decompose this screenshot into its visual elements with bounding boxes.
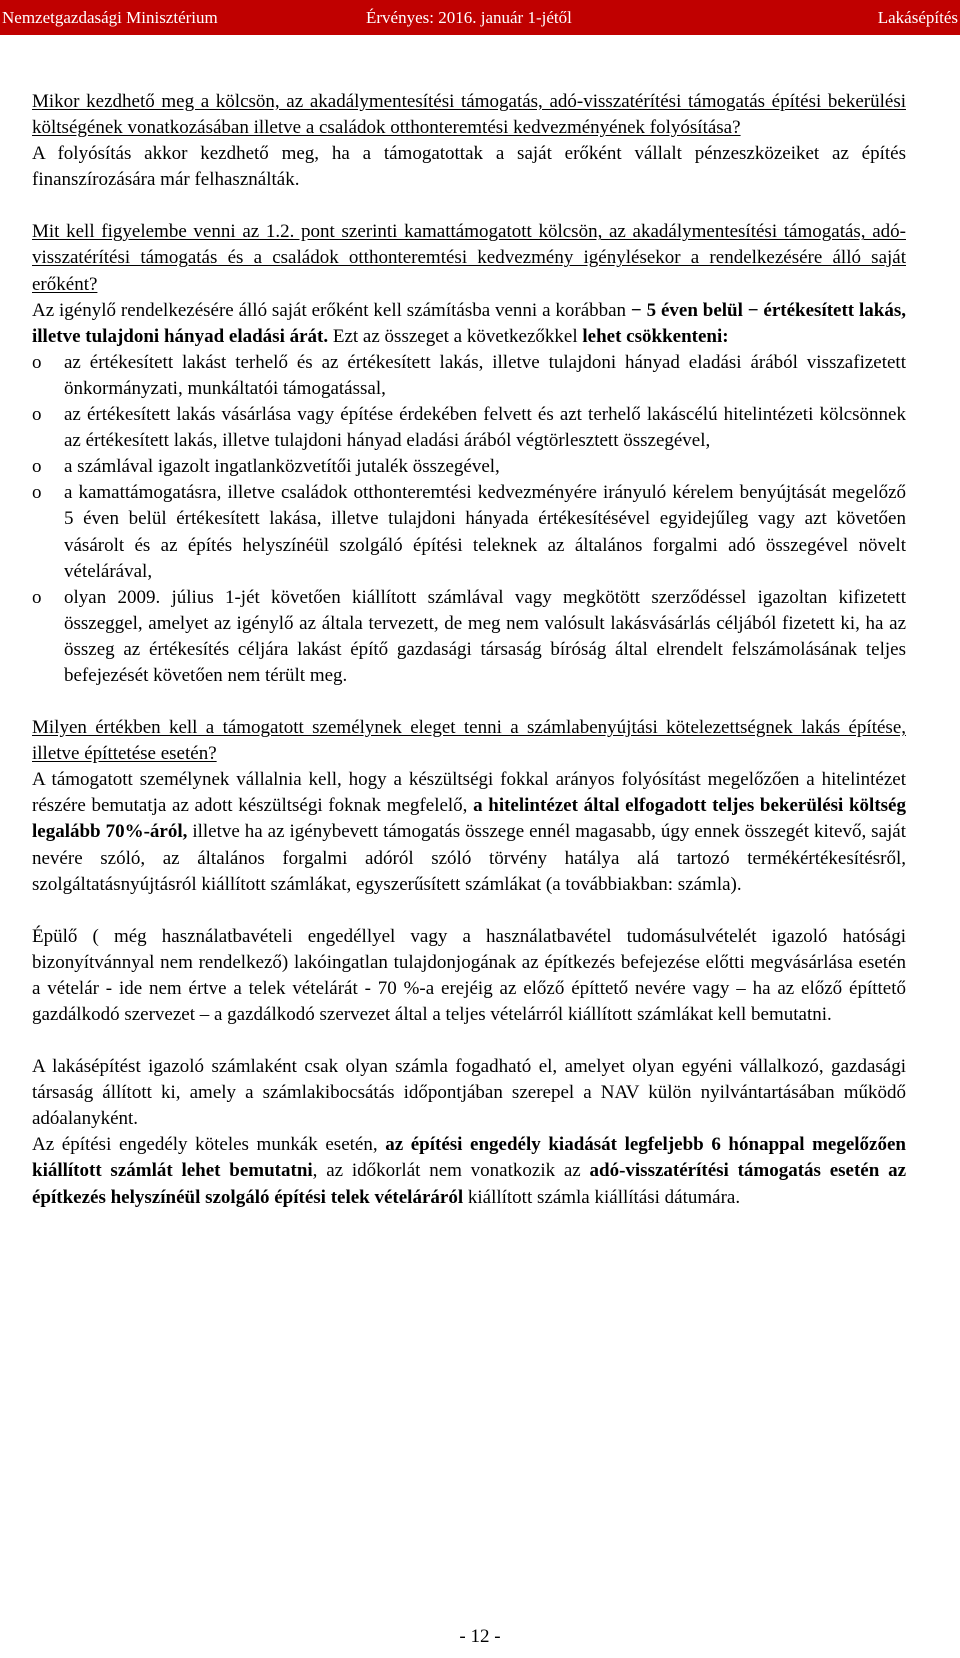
paragraph-permit-time-limit: Az építési engedély köteles munkák esetén, az építési engedély kiadását legfeljebb 6 hónappal megelőzően kiállított számlát lehet bemutatni, az időkorlát nem vonatkozik az adó-visszatérítési támogatás esetén az építkezés helyszínéül szolgáló építési telek vételáráról kiállított számla kiállítási dátumára.	[32, 1134, 907, 1208]
list-item: o olyan 2009. július 1-jét követően kiállított számlával vagy megkötött szerződéssel igazoltan kifizetett összeggel, amelyet az igénylő az általa tervezett, de meg nem valósult lakásvásárlás céljából fizetett ki, ha az összeg az értékesítés céljára lakást építő gazdasági társaság bíróság által elrendelt felszámolásának teljes befejezését követően nem térült meg.	[32, 586, 906, 686]
list-item: o az értékesített lakást terhelő és az értékesített lakás, illetve tulajdoni hányad eladási árából visszafizetett önkormányzati, munkáltatói támogatással,	[32, 351, 906, 399]
reduction-list	[32, 350, 906, 689]
question-invoice: Milyen értékben kell a támogatott személynek eleget tenni a számlabenyújtási kötelezettségnek lakás építése, illetve építtetése esetén?	[32, 717, 906, 765]
header-validity: Érvényes: 2016. január 1-jétől	[366, 8, 572, 27]
document-body	[32, 89, 906, 1211]
answer-disbursement: A folyósítás akkor kezdhető meg, ha a támogatottak a saját erőként vállalt pénzeszközeiket az építés finanszírozására már felhasználták.	[32, 143, 906, 191]
answer-own-funds: Az igénylő rendelkezésére álló saját erőként kell számításba venni a korábban − 5 éven belül − értékesített lakás, illetve tulajdoni hányad eladási árát. Ezt az összeget a következőkkel lehet csökkenteni:	[32, 299, 906, 347]
list-item: o az értékesített lakás vásárlása vagy építése érdekében felvett és azt terhelő lakáscélú hitelintézeti kölcsönnek az értékesített lakás, illetve tulajdoni hányad eladási árából végtörlesztett összegével,	[32, 404, 906, 452]
question-disbursement: Mikor kezdhető meg a kölcsön, az akadálymentesítési támogatás, adó-visszatérítési támogatás építési bekerülési költségének vonatkozásában illetve a családok otthonteremtési kedvezményének folyósítása?	[32, 91, 906, 139]
question-own-funds: Mit kell figyelembe venni az 1.2. pont szerinti kamattámogatott kölcsön, az akadálymentesítési támogatás, adó-visszatérítési támogatás és a családok otthonteremtési kedvezmény igénylésekor a rendelkezésére álló saját erőként?	[32, 221, 906, 295]
header-topic: Lakásépítés	[877, 8, 958, 27]
list-item: o a kamattámogatásra, illetve családok otthonteremtési kedvezményére irányuló kérelem benyújtását megelőző 5 éven belül értékesített lakása, illetve tulajdoni hányada értékesítésével egyidejűleg vagy azt követően vásárolt és az építés helyszínéül szolgáló építési teleknek az általános forgalmi adó összegével növelt vételárával,	[32, 482, 906, 582]
page-header	[0, 0, 960, 35]
answer-invoice: A támogatott személynek vállalnia kell, hogy a készültségi fokkal arányos folyósítást megelőzően a hitelintézet részére bemutatja az adott készültségi foknak megfelelő, a hitelintézet által elfogadott teljes bekerülési költség legalább 70%-áról, illetve ha az igénybevett támogatás összege ennél magasabb, úgy ennek összegét kitevő, saját nevére szóló, az általános forgalmi adóról szóló törvény hatálya alá tartozó termékértékesítésről, szolgáltatásnyújtásról kiállított számlákat, egyszerűsített számlákat (a továbbiakban: számla).	[32, 769, 906, 895]
header-ministry: Nemzetgazdasági Minisztérium	[2, 8, 218, 27]
paragraph-invoice-issuer: A lakásépítést igazoló számlaként csak olyan számla fogadható el, amelyet olyan egyéni vállalkozó, gazdasági társaság állított ki, amely a számlakibocsátás időpontjában szerepel a NAV külön nyilvántartásában működő adóalanyként.	[32, 1056, 906, 1130]
list-item: o a számlával igazolt ingatlanközvetítői jutalék összegével,	[32, 456, 500, 478]
page-number: - 12 -	[459, 1626, 501, 1647]
paragraph-building-purchase: Épülő ( még használatbavételi engedéllyel vagy a használatbavétel tudomásulvételét igazoló hatósági bizonyítvánnyal nem rendelkező) lakóingatlan tulajdonjogának az építkezés befejezése előtti megvásárlása esetén a vételár - ide nem értve a telek vételárát - 70 %-a erejéig az előző építtető nevére vagy – ha az előző építtető gazdálkodó szervezet – a gazdálkodó szervezet által a teljes vételárról kiállított számlákat kell bemutatni.	[32, 925, 906, 1025]
